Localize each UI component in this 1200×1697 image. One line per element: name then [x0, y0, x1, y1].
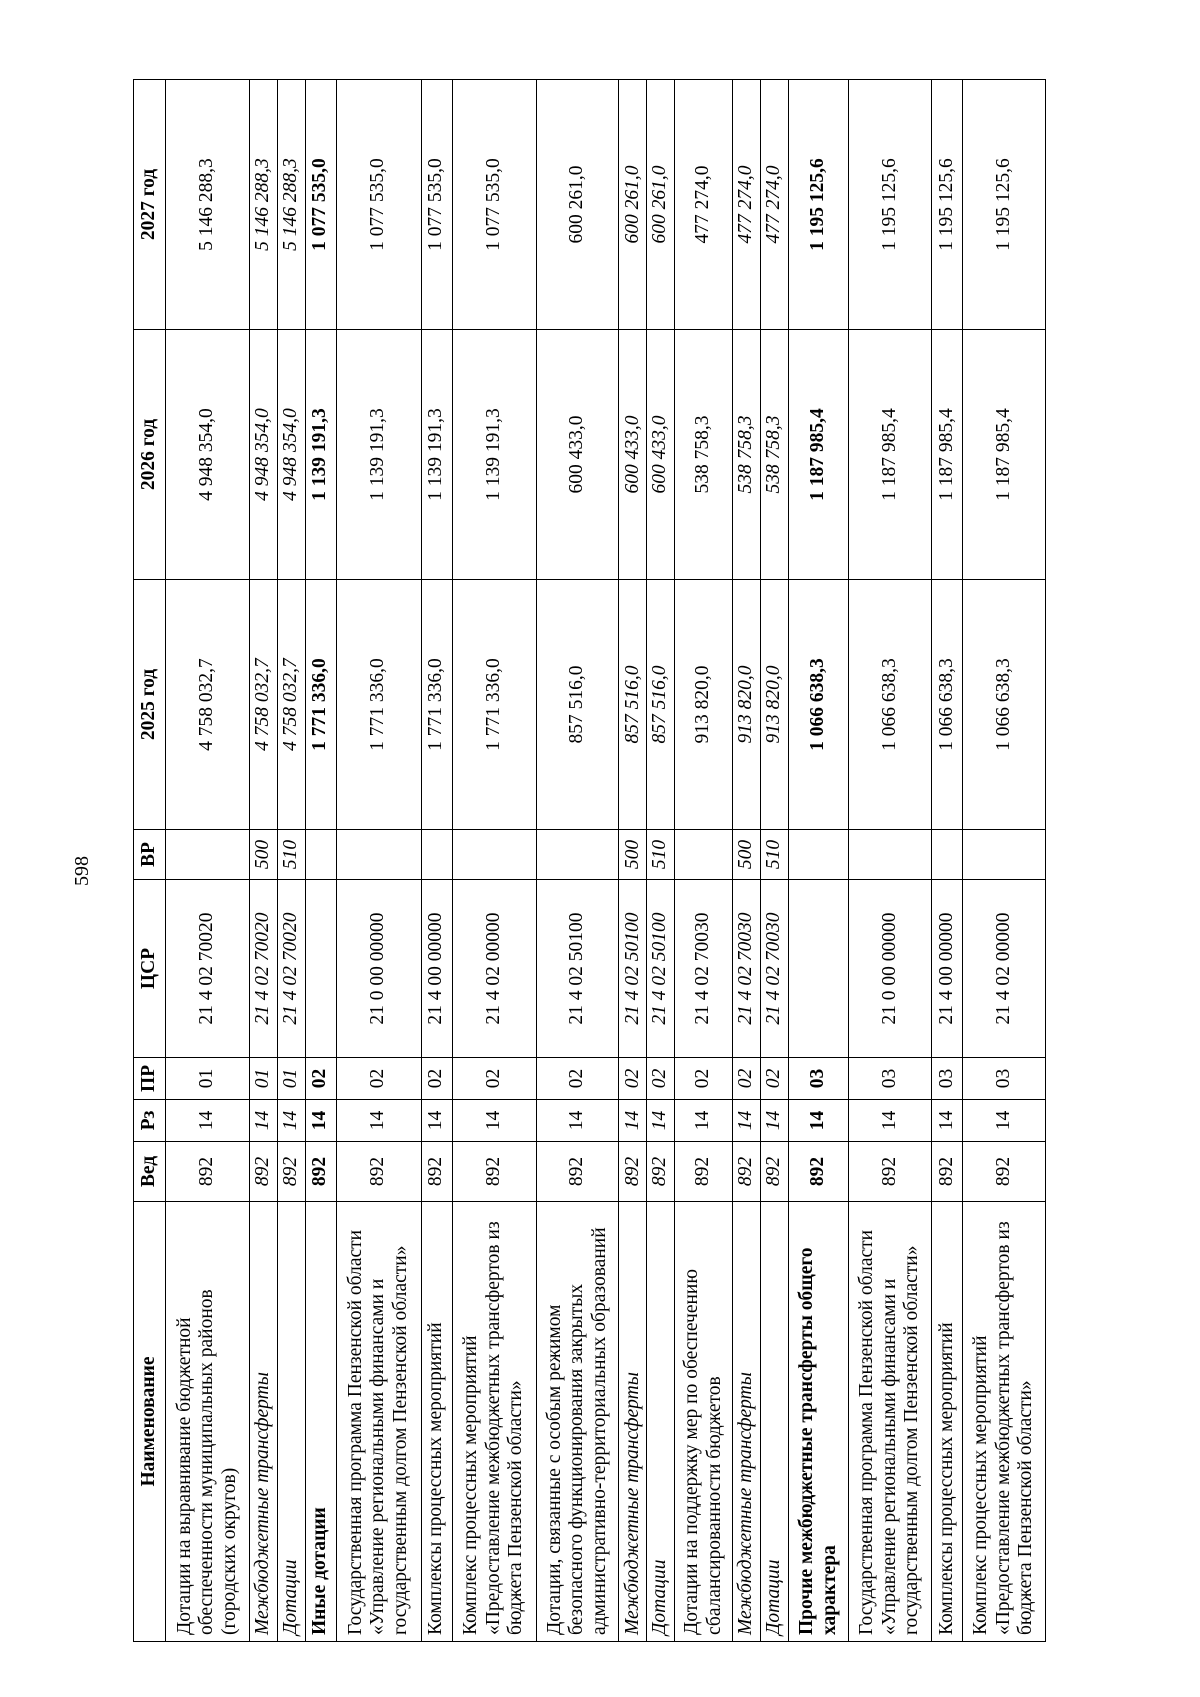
cell-2027: 1 077 535,0: [421, 80, 452, 330]
header-vr: ВР: [134, 830, 166, 880]
cell-2025: 857 516,0: [536, 580, 619, 830]
cell-rz: 14: [962, 1100, 1045, 1142]
cell-name: Межбюджетные трансферты: [619, 1202, 647, 1642]
cell-ved: 892: [675, 1142, 733, 1202]
cell-2027: 5 146 288,3: [249, 80, 277, 330]
cell-rz: 14: [166, 1100, 250, 1142]
cell-pr: 03: [962, 1058, 1045, 1100]
table-row: [931, 80, 962, 1642]
cell-csr: [789, 880, 849, 1058]
cell-vr: [675, 830, 733, 880]
cell-pr: 02: [421, 1058, 452, 1100]
cell-name: Дотации: [647, 1202, 675, 1642]
cell-pr: 02: [647, 1058, 675, 1100]
cell-2025: 1 771 336,0: [305, 580, 336, 830]
cell-2026: 600 433,0: [619, 330, 647, 580]
cell-rz: 14: [536, 1100, 619, 1142]
cell-pr: 01: [249, 1058, 277, 1100]
cell-name: Дотации на поддержку мер по обеспечению сбалансированности бюджетов: [675, 1202, 733, 1642]
cell-vr: 510: [277, 830, 305, 880]
cell-2027: 1 077 535,0: [336, 80, 421, 330]
cell-2027: 1 077 535,0: [452, 80, 536, 330]
cell-name: Комплекс процессных мероприятий «Предоставление межбюджетных трансфертов из бюджета Пензенской области»: [962, 1202, 1045, 1642]
rotated-table-content: [133, 80, 1046, 1642]
cell-csr: 21 4 02 50100: [619, 880, 647, 1058]
table-row: [789, 80, 849, 1642]
cell-vr: 500: [733, 830, 761, 880]
cell-2025: 1 066 638,3: [849, 580, 932, 830]
cell-ved: 892: [761, 1142, 789, 1202]
cell-2027: 477 274,0: [675, 80, 733, 330]
cell-2026: 538 758,3: [733, 330, 761, 580]
header-ved: Вед: [134, 1142, 166, 1202]
cell-pr: 03: [789, 1058, 849, 1100]
cell-rz: 14: [619, 1100, 647, 1142]
cell-vr: [421, 830, 452, 880]
cell-pr: 03: [931, 1058, 962, 1100]
header-2027: 2027 год: [134, 80, 166, 330]
cell-2026: 1 139 191,3: [452, 330, 536, 580]
cell-2026: 4 948 354,0: [249, 330, 277, 580]
cell-name: Государственная программа Пензенской области «Управление региональными финансами и государственным долгом Пензенской области»: [849, 1202, 932, 1642]
table-row: [962, 80, 1045, 1642]
cell-2026: 1 187 985,4: [962, 330, 1045, 580]
cell-ved: 892: [452, 1142, 536, 1202]
cell-name: Межбюджетные трансферты: [249, 1202, 277, 1642]
cell-name: Дотации: [277, 1202, 305, 1642]
cell-vr: [962, 830, 1045, 880]
cell-rz: 14: [647, 1100, 675, 1142]
cell-2025: 1 771 336,0: [452, 580, 536, 830]
header-csr: ЦСР: [134, 880, 166, 1058]
cell-vr: 500: [249, 830, 277, 880]
cell-2025: 1 771 336,0: [421, 580, 452, 830]
cell-name: Дотации: [761, 1202, 789, 1642]
cell-rz: 14: [849, 1100, 932, 1142]
cell-pr: 02: [761, 1058, 789, 1100]
cell-name: Комплекс процессных мероприятий «Предоставление межбюджетных трансфертов из бюджета Пензенской области»: [452, 1202, 536, 1642]
cell-2025: 857 516,0: [647, 580, 675, 830]
cell-2027: 477 274,0: [761, 80, 789, 330]
cell-2025: 1 066 638,3: [789, 580, 849, 830]
cell-rz: 14: [789, 1100, 849, 1142]
cell-2025: 1 771 336,0: [336, 580, 421, 830]
table-header: [134, 80, 166, 1642]
table-row: [421, 80, 452, 1642]
table-row: [277, 80, 305, 1642]
cell-2027: 600 261,0: [647, 80, 675, 330]
cell-vr: [452, 830, 536, 880]
cell-ved: 892: [536, 1142, 619, 1202]
cell-vr: 510: [761, 830, 789, 880]
cell-2025: 913 820,0: [675, 580, 733, 830]
table-row: [849, 80, 932, 1642]
cell-2026: 4 948 354,0: [277, 330, 305, 580]
cell-2025: 913 820,0: [733, 580, 761, 830]
cell-pr: 03: [849, 1058, 932, 1100]
cell-2026: 1 139 191,3: [421, 330, 452, 580]
cell-pr: 01: [277, 1058, 305, 1100]
cell-2025: 913 820,0: [761, 580, 789, 830]
cell-pr: 02: [675, 1058, 733, 1100]
cell-rz: 14: [761, 1100, 789, 1142]
table-row: [452, 80, 536, 1642]
cell-name: Межбюджетные трансферты: [733, 1202, 761, 1642]
table-row: [675, 80, 733, 1642]
header-2025: 2025 год: [134, 580, 166, 830]
cell-pr: 02: [536, 1058, 619, 1100]
cell-vr: [931, 830, 962, 880]
cell-csr: 21 4 00 00000: [421, 880, 452, 1058]
cell-name: Прочие межбюджетные трансферты общего характера: [789, 1202, 849, 1642]
cell-ved: 892: [849, 1142, 932, 1202]
table-row: [761, 80, 789, 1642]
cell-ved: 892: [789, 1142, 849, 1202]
cell-ved: 892: [277, 1142, 305, 1202]
cell-vr: [166, 830, 250, 880]
table-row: [336, 80, 421, 1642]
cell-2025: 1 066 638,3: [962, 580, 1045, 830]
cell-pr: 02: [305, 1058, 336, 1100]
cell-name: Комплексы процессных мероприятий: [931, 1202, 962, 1642]
cell-vr: [305, 830, 336, 880]
cell-2027: 1 195 125,6: [962, 80, 1045, 330]
table-row: [249, 80, 277, 1642]
cell-csr: 21 4 02 70030: [761, 880, 789, 1058]
cell-2026: 600 433,0: [647, 330, 675, 580]
cell-ved: 892: [962, 1142, 1045, 1202]
cell-2025: 1 066 638,3: [931, 580, 962, 830]
cell-csr: 21 4 02 00000: [452, 880, 536, 1058]
cell-2027: 1 195 125,6: [931, 80, 962, 330]
cell-2027: 600 261,0: [619, 80, 647, 330]
cell-ved: 892: [249, 1142, 277, 1202]
cell-ved: 892: [166, 1142, 250, 1202]
cell-2027: 1 077 535,0: [305, 80, 336, 330]
cell-name: Дотации, связанные с особым режимом безопасного функционирования закрытых административно-территориальных образований: [536, 1202, 619, 1642]
cell-2026: 1 187 985,4: [849, 330, 932, 580]
cell-2027: 1 195 125,6: [789, 80, 849, 330]
cell-2027: 600 261,0: [536, 80, 619, 330]
cell-pr: 02: [619, 1058, 647, 1100]
cell-csr: 21 0 00 00000: [336, 880, 421, 1058]
cell-csr: 21 4 02 70030: [733, 880, 761, 1058]
cell-name: Государственная программа Пензенской области «Управление региональными финансами и государственным долгом Пензенской области»: [336, 1202, 421, 1642]
cell-name: Дотации на выравнивание бюджетной обеспеченности муниципальных районов (городских округов): [166, 1202, 250, 1642]
cell-csr: 21 0 00 00000: [849, 880, 932, 1058]
cell-2026: 1 187 985,4: [789, 330, 849, 580]
cell-vr: 500: [619, 830, 647, 880]
cell-2026: 1 139 191,3: [305, 330, 336, 580]
cell-2026: 1 187 985,4: [931, 330, 962, 580]
cell-csr: 21 4 02 70020: [277, 880, 305, 1058]
cell-name: Иные дотации: [305, 1202, 336, 1642]
header-name: Наименование: [134, 1202, 166, 1642]
cell-rz: 14: [931, 1100, 962, 1142]
cell-vr: [336, 830, 421, 880]
cell-csr: 21 4 02 50100: [647, 880, 675, 1058]
cell-rz: 14: [452, 1100, 536, 1142]
cell-vr: [536, 830, 619, 880]
table-row: [305, 80, 336, 1642]
cell-2027: 477 274,0: [733, 80, 761, 330]
cell-ved: 892: [421, 1142, 452, 1202]
cell-ved: 892: [305, 1142, 336, 1202]
cell-2025: 4 758 032,7: [166, 580, 250, 830]
cell-ved: 892: [647, 1142, 675, 1202]
cell-2025: 4 758 032,7: [277, 580, 305, 830]
rotated-table-frame: [133, 80, 1200, 1635]
cell-2026: 1 139 191,3: [336, 330, 421, 580]
cell-pr: 02: [733, 1058, 761, 1100]
cell-vr: 510: [647, 830, 675, 880]
cell-csr: 21 4 02 70020: [249, 880, 277, 1058]
table-body: [166, 80, 1046, 1642]
cell-2025: 4 758 032,7: [249, 580, 277, 830]
cell-csr: 21 4 02 70030: [675, 880, 733, 1058]
header-2026: 2026 год: [134, 330, 166, 580]
cell-2026: 538 758,3: [761, 330, 789, 580]
cell-rz: 14: [277, 1100, 305, 1142]
cell-rz: 14: [733, 1100, 761, 1142]
cell-2027: 1 195 125,6: [849, 80, 932, 330]
cell-2026: 538 758,3: [675, 330, 733, 580]
cell-2027: 5 146 288,3: [166, 80, 250, 330]
cell-ved: 892: [733, 1142, 761, 1202]
cell-pr: 02: [452, 1058, 536, 1100]
cell-vr: [789, 830, 849, 880]
cell-rz: 14: [675, 1100, 733, 1142]
cell-ved: 892: [336, 1142, 421, 1202]
table-row: [619, 80, 647, 1642]
cell-ved: 892: [619, 1142, 647, 1202]
cell-rz: 14: [336, 1100, 421, 1142]
table-row: [536, 80, 619, 1642]
table-row: [733, 80, 761, 1642]
cell-csr: 21 4 02 00000: [962, 880, 1045, 1058]
cell-2026: 4 948 354,0: [166, 330, 250, 580]
cell-2027: 5 146 288,3: [277, 80, 305, 330]
cell-name: Комплексы процессных мероприятий: [421, 1202, 452, 1642]
cell-pr: 02: [336, 1058, 421, 1100]
cell-pr: 01: [166, 1058, 250, 1100]
page-number: 598: [71, 856, 93, 886]
table-row: [647, 80, 675, 1642]
cell-vr: [849, 830, 932, 880]
cell-csr: 21 4 02 50100: [536, 880, 619, 1058]
cell-rz: 14: [305, 1100, 336, 1142]
cell-2026: 600 433,0: [536, 330, 619, 580]
cell-csr: [305, 880, 336, 1058]
budget-table: [133, 79, 1046, 1642]
cell-csr: 21 4 00 00000: [931, 880, 962, 1058]
cell-ved: 892: [931, 1142, 962, 1202]
cell-2025: 857 516,0: [619, 580, 647, 830]
header-rz: Рз: [134, 1100, 166, 1142]
cell-csr: 21 4 02 70020: [166, 880, 250, 1058]
cell-rz: 14: [421, 1100, 452, 1142]
cell-rz: 14: [249, 1100, 277, 1142]
header-pr: ПР: [134, 1058, 166, 1100]
table-row: [166, 80, 250, 1642]
